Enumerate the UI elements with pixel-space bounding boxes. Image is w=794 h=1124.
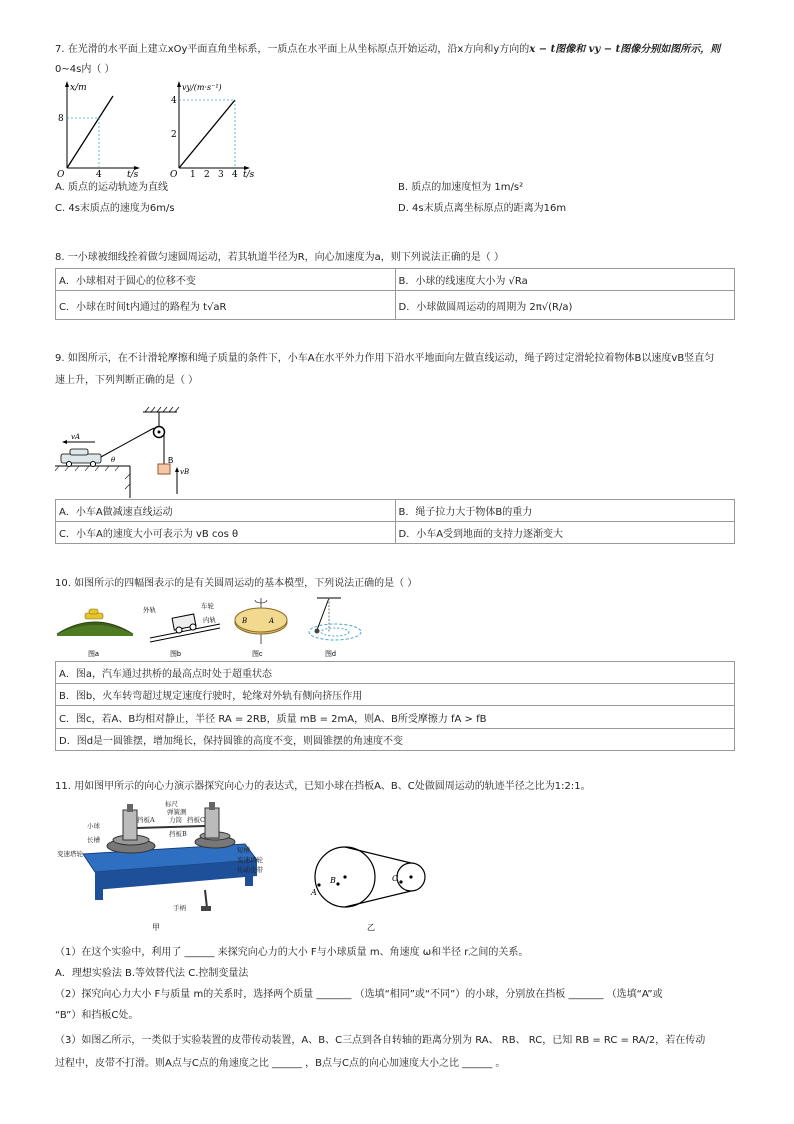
q10-fig-d xyxy=(309,598,361,658)
q11-stem: 11. 用如图甲所示的向心力演示器探究向心力的表达式，已知小球在挡板A、B、C处做圆周运动的轨迹半径之比为1:2:1。 xyxy=(55,781,591,792)
q7-g2-xtick-4: 4 xyxy=(232,170,238,178)
q11-label-baffle-a: 挡板A xyxy=(137,816,155,824)
q11-sub2-line2: “B”）和挡板C处。 xyxy=(55,1010,139,1021)
q11-label-pulley-right: 变速塔轮 xyxy=(237,856,263,864)
q11-sub3-line1: （3）如图乙所示，一类似于实验装置的皮带传动装置，A、B、C三点到各自转轴的距离分别为 RA、 RB、 RC，已知 RB = RC = RA/2，若在传动 xyxy=(55,1035,706,1046)
q10-option-c[interactable]: C．图c，若A、B均相对静止，半径 RA = 2RB，质量 mB = 2mA，则A、B所受摩擦力 fA > fB xyxy=(56,706,735,729)
q11-sub1: （1）在这个实验中，利用了 ______ 来探究向心力的大小 F与小球质量 m、角速度 ω和半径 r之间的关系。 xyxy=(55,947,529,958)
q11-label-baffle-c: 挡板C xyxy=(187,816,205,824)
q9-label-vb: vB xyxy=(180,468,190,476)
q10-fig-b-label: 图b xyxy=(170,651,181,658)
q7-g1-origin: O xyxy=(57,170,65,178)
q10-fig-b xyxy=(143,601,220,658)
q7-g2-xlabel: t/s xyxy=(243,170,255,178)
q11-label-short-groove: 短槽 xyxy=(237,846,250,854)
q8-option-a[interactable]: A．小球相对于圆心的位移不变 xyxy=(56,269,396,291)
q11-label-ball: 小球 xyxy=(87,822,100,830)
q8-stem: 8. 一小球被细线拴着做匀速圆周运动，若其轨道半径为R，向心加速度为a，则下列说法正确的是（ ） xyxy=(55,252,504,263)
q9-option-d[interactable]: D．小车A受到地面的支持力逐渐变大 xyxy=(395,522,735,544)
q7-g2-ytick-2: 2 xyxy=(171,130,177,140)
q7-option-b[interactable]: B. 质点的加速度恒为 1m/s² xyxy=(398,182,524,193)
q10-fig-d-label: 图d xyxy=(325,651,336,658)
block-b xyxy=(158,464,170,474)
q7-g2-ytick-4: 4 xyxy=(171,96,177,106)
q9-option-c[interactable]: C．小车A的速度大小可表示为 vB cos θ xyxy=(56,522,396,544)
q10-figc-label-a: A xyxy=(269,617,275,625)
q9-options-table xyxy=(55,499,735,544)
q7-g2-ylabel: vy/(m·s⁻¹) xyxy=(182,83,222,92)
q7-graph-x-t xyxy=(57,81,140,178)
q11-caption-jia: 甲 xyxy=(152,923,160,932)
q10-fig-a-label: 图a xyxy=(88,651,99,658)
q9-figure xyxy=(55,406,190,498)
q7-option-c[interactable]: C. 4s末质点的速度为6m/s xyxy=(55,203,175,214)
q7-g1-xtick: 4 xyxy=(96,170,102,178)
q11-yi-label-a: A xyxy=(311,888,317,897)
q11-yi-label-c: C xyxy=(392,874,399,883)
q9-stem-line2: 速上升，下列判断正确的是（ ） xyxy=(55,375,199,386)
q11-label-long-groove: 长槽 xyxy=(87,836,100,844)
q9-option-a[interactable]: A．小车A做减速直线运动 xyxy=(56,500,396,522)
q7-graph-vy-t xyxy=(170,81,255,178)
q10-option-b[interactable]: B．图b，火车转弯超过规定速度行驶时，轮缘对外轨有侧向挤压作用 xyxy=(56,684,735,706)
car-icon xyxy=(61,449,101,467)
q7-option-d[interactable]: D. 4s末质点离坐标原点的距离为16m xyxy=(398,203,567,214)
q7-graphs xyxy=(55,78,265,178)
q11-fig-yi xyxy=(310,847,425,932)
q10-fig-c xyxy=(235,598,287,658)
q10-option-a[interactable]: A．图a，汽车通过拱桥的最高点时处于超重状态 xyxy=(56,662,735,684)
q9-stem-line1: 9. 如图所示，在不计滑轮摩擦和绳子质量的条件下，小车A在水平外力作用下沿水平地面向左做直线运动，绳子跨过定滑轮拉着物体B以速度vB竖直匀 xyxy=(55,353,715,364)
q10-option-d[interactable]: D．图d是一圆锥摆，增加绳长，保持圆锥的高度不变，则圆锥摆的角速度不变 xyxy=(56,729,735,751)
q11-sub3-line2: 过程中，皮带不打滑。则A点与C点的角速度之比 ______ ，B点与C点的向心加速度大小之比 ______ 。 xyxy=(55,1058,506,1069)
q11-yi-label-b: B xyxy=(330,876,336,885)
q11-sub2-line1: （2）探究向心力大小 F与质量 m的关系时，选择两个质量 _______ （选填“相同”或“不同”）的小球，分别放在挡板 _______ （选填“A”或 xyxy=(55,989,663,1000)
q7-option-a[interactable]: A. 质点的运动轨迹为直线 xyxy=(55,182,169,193)
q11-caption-yi: 乙 xyxy=(367,923,375,932)
q10-figc-label-b: B xyxy=(242,617,248,625)
q8-option-c[interactable]: C．小球在时间t内通过的路程为 t√aR xyxy=(56,291,396,320)
q7-g2-xtick-3: 3 xyxy=(218,170,224,178)
q10-figb-label-wheel: 车轮 xyxy=(201,603,214,610)
q9-label-va: vA xyxy=(71,433,81,441)
q7-g2-xtick-1: 1 xyxy=(190,170,196,178)
q8-option-b[interactable]: B．小球的线速度大小为 √Ra xyxy=(395,269,735,291)
q11-fig-jia xyxy=(57,799,264,932)
q11-label-spring: 弹簧测 xyxy=(167,808,187,816)
q10-figures xyxy=(55,594,385,660)
q11-sub1-options[interactable]: A．理想实验法 B.等效替代法 C.控制变量法 xyxy=(55,968,249,979)
q11-label-handle: 手柄 xyxy=(173,904,186,912)
q11-label-ruler: 标尺 xyxy=(165,800,178,808)
q7-g1-ylabel: x/m xyxy=(70,83,87,93)
q7-g1-xlabel: t/s xyxy=(127,170,139,178)
q8-options-table xyxy=(55,268,735,320)
q7-stem-line1: 7. 在光滑的水平面上建立xOy平面直角坐标系，一质点在水平面上从坐标原点开始运动，沿x方向和y方向的x − t图像和 vy − t图像分别如图所示，则 xyxy=(55,44,721,55)
car-icon xyxy=(85,609,103,619)
q10-options-table xyxy=(55,661,735,751)
q10-figb-label-inner: 内轨 xyxy=(203,617,216,624)
q7-g1-ytick: 8 xyxy=(58,114,64,124)
q7-g2-xtick-2: 2 xyxy=(204,170,210,178)
q11-label-pulley-left: 变速塔轮 xyxy=(57,850,83,858)
q10-figb-label-outer: 外轨 xyxy=(143,607,156,614)
q7-g2-origin: O xyxy=(170,170,178,178)
q9-option-b[interactable]: B．绳子拉力大于物体B的重力 xyxy=(395,500,735,522)
q7-stem-line2: 0~4s内（ ） xyxy=(55,64,115,75)
q11-figures xyxy=(55,798,435,938)
q11-label-baffle-b: 挡板B xyxy=(169,830,187,838)
q9-label-theta: θ xyxy=(111,456,116,464)
q10-stem: 10. 如图所示的四幅图表示的是有关圆周运动的基本模型，下列说法正确的是（ ） xyxy=(55,578,418,589)
q8-option-d[interactable]: D．小球做圆周运动的周期为 2π√(R/a) xyxy=(395,291,735,320)
q11-label-belt: 传动皮带 xyxy=(237,866,263,874)
q10-fig-c-label: 图c xyxy=(252,651,263,658)
q9-label-b: B xyxy=(168,456,174,465)
q11-label-tube: 力筒 xyxy=(169,816,182,824)
q10-fig-a xyxy=(57,609,133,658)
